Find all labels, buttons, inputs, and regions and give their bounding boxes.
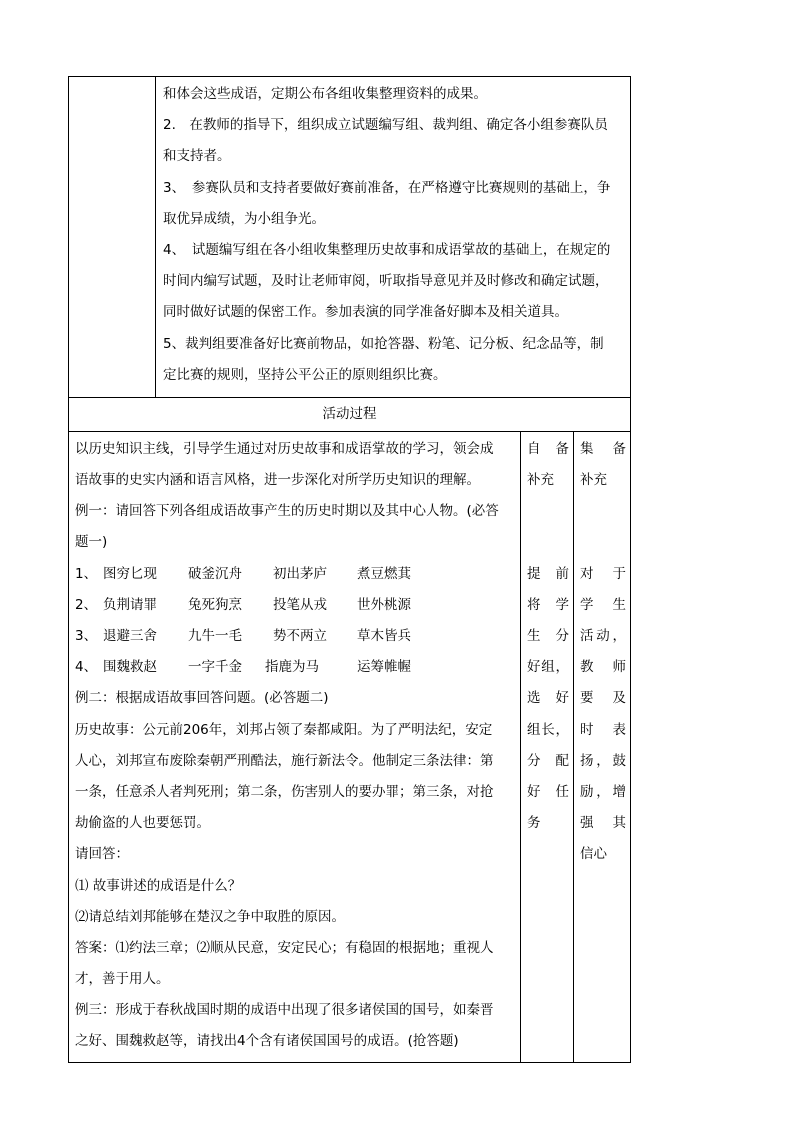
idiom: 草木皆兵 <box>357 628 411 644</box>
idiom: 世外桃源 <box>357 596 411 613</box>
self-prep-cell <box>521 431 574 1062</box>
self-note-line: 好组， <box>527 659 569 676</box>
activity-row <box>69 431 631 1062</box>
activity-header-row <box>69 397 631 431</box>
prep-label-cell <box>69 77 156 398</box>
prep-line: 2. 在教师的指导下，组织成立试题编写组、裁判组、确定各小组参赛队员 <box>163 117 608 134</box>
example1-line: 题一) <box>75 534 108 551</box>
self-note-line: 选 好 <box>527 690 569 707</box>
self-header-line: 补充 <box>527 472 554 489</box>
example3-line: 例三：形成于春秋战国时期的成语中出现了很多诸侯国的国号，如秦晋 <box>75 1002 494 1019</box>
prep-line: 和体会这些成语，定期公布各组收集整理资料的成果。 <box>163 86 487 102</box>
example1-line: 例一：请回答下列各组成语故事产生的历史时期以及其中心人物。(必答 <box>75 503 499 520</box>
example2-line: ⑵请总结刘邦能够在楚汉之争中取胜的原因。 <box>75 908 345 925</box>
example2-line: 请回答： <box>75 846 129 863</box>
idiom-row <box>75 652 516 683</box>
self-header-line: 自 备 <box>527 440 569 457</box>
idiom-number: 4、 <box>75 659 98 676</box>
example2-line: ⑴ 故事讲述的成语是什么？ <box>75 877 242 894</box>
prep-line: 定比赛的规则，坚持公平公正的原则组织比赛。 <box>163 366 447 383</box>
group-note-line: 时 表 <box>580 721 626 738</box>
self-note-line: 组长， <box>527 721 569 738</box>
idiom: 投笔从戎 <box>273 596 327 613</box>
group-header-line: 集 备 <box>580 440 626 457</box>
prep-content-cell <box>156 77 631 398</box>
document-page <box>68 76 630 1063</box>
idiom-number: 3、 <box>75 628 98 644</box>
example2-line: 历史故事：公元前206年，刘邦占领了秦都咸阳。为了严明法纪，安定 <box>75 721 493 738</box>
activity-content-cell <box>69 431 521 1062</box>
example2-line: 答案：⑴约法三章；⑵顺从民意，安定民心；有稳固的根据地；重视人 <box>75 939 494 956</box>
idiom: 一字千金 <box>188 659 242 676</box>
group-note-line: 扬，鼓 <box>580 752 626 769</box>
prep-line: 4、 试题编写组在各小组收集整理历史故事和成语掌故的基础上，在规定的 <box>163 241 611 258</box>
example3-line: 之好、围魏救赵等，请找出4个含有诸侯国国号的成语。(抢答题) <box>75 1033 459 1050</box>
prep-line: 取优异成绩，为小组争光。 <box>163 210 325 227</box>
prep-line: 和支持者。 <box>163 148 231 165</box>
idiom: 退避三舍 <box>103 628 157 644</box>
example2-line: 人心，刘邦宣布废除秦朝严刑酷法，施行新法令。他制定三条法律：第 <box>75 752 494 769</box>
idiom: 兔死狗烹 <box>188 596 242 613</box>
idiom: 运筹帷幄 <box>357 659 411 676</box>
prep-line: 3、 参赛队员和支持者要做好赛前准备，在严格遵守比赛规则的基础上，争 <box>163 179 611 196</box>
idiom: 破釜沉舟 <box>188 565 242 582</box>
idiom: 煮豆燃萁 <box>357 565 411 582</box>
self-note-line: 生 分 <box>527 628 569 644</box>
idiom: 图穷匕现 <box>103 565 157 582</box>
idiom: 负荆请罪 <box>103 596 157 613</box>
idiom-row <box>75 559 516 590</box>
idiom-row <box>75 590 516 621</box>
group-note-line: 教 师 <box>580 659 626 676</box>
self-note-line: 提 前 <box>527 565 569 582</box>
group-note-line: 对 于 <box>580 565 626 582</box>
example2-line: 劫偷盗的人也要惩罚。 <box>75 815 210 832</box>
group-note-line: 励，增 <box>580 783 626 800</box>
group-note-line: 强 其 <box>580 815 626 832</box>
idiom: 九牛一毛 <box>188 628 242 644</box>
group-header-line: 补充 <box>580 472 607 489</box>
self-note-line: 将 学 <box>527 596 569 613</box>
group-note-line: 要 及 <box>580 690 626 707</box>
activity-header: 活动过程 <box>69 397 631 431</box>
group-note-line: 学 生 <box>580 596 626 613</box>
prep-line: 5、裁判组要准备好比赛前物品，如抢答器、粉笔、记分板、纪念品等，制 <box>163 335 604 352</box>
idiom: 初出茅庐 <box>273 565 327 582</box>
intro-line: 语故事的史实内涵和语言风格，进一步深化对所学历史知识的理解。 <box>75 472 480 489</box>
group-note-line: 活动， <box>580 628 626 644</box>
idiom-number: 1、 <box>75 565 98 582</box>
lesson-plan-table <box>68 76 631 1063</box>
example2-line: 例二：根据成语故事回答问题。(必答题二) <box>75 690 329 707</box>
idiom: 指鹿为马 <box>265 659 319 676</box>
intro-line: 以历史知识主线，引导学生通过对历史故事和成语掌故的学习，领会成 <box>75 440 494 457</box>
self-note-line: 务 <box>527 815 541 832</box>
group-note-line: 信心 <box>580 846 607 863</box>
example2-line: 一条，任意杀人者判死刑；第二条，伤害别人的要办罪；第三条，对抢 <box>75 783 494 800</box>
idiom-number: 2、 <box>75 596 98 613</box>
self-note-line: 好 任 <box>527 783 569 800</box>
self-note-line: 分 配 <box>527 752 569 769</box>
idiom: 势不两立 <box>273 628 327 644</box>
prep-line: 时间内编写试题，及时让老师审阅，听取指导意见并及时修改和确定试题， <box>163 273 609 290</box>
idiom-row <box>75 621 516 652</box>
idiom: 围魏救赵 <box>103 659 157 676</box>
prep-row <box>69 77 631 398</box>
prep-line: 同时做好试题的保密工作。参加表演的同学准备好脚本及相关道具。 <box>163 304 568 321</box>
group-prep-cell <box>574 431 631 1062</box>
example2-line: 才，善于用人。 <box>75 971 170 988</box>
